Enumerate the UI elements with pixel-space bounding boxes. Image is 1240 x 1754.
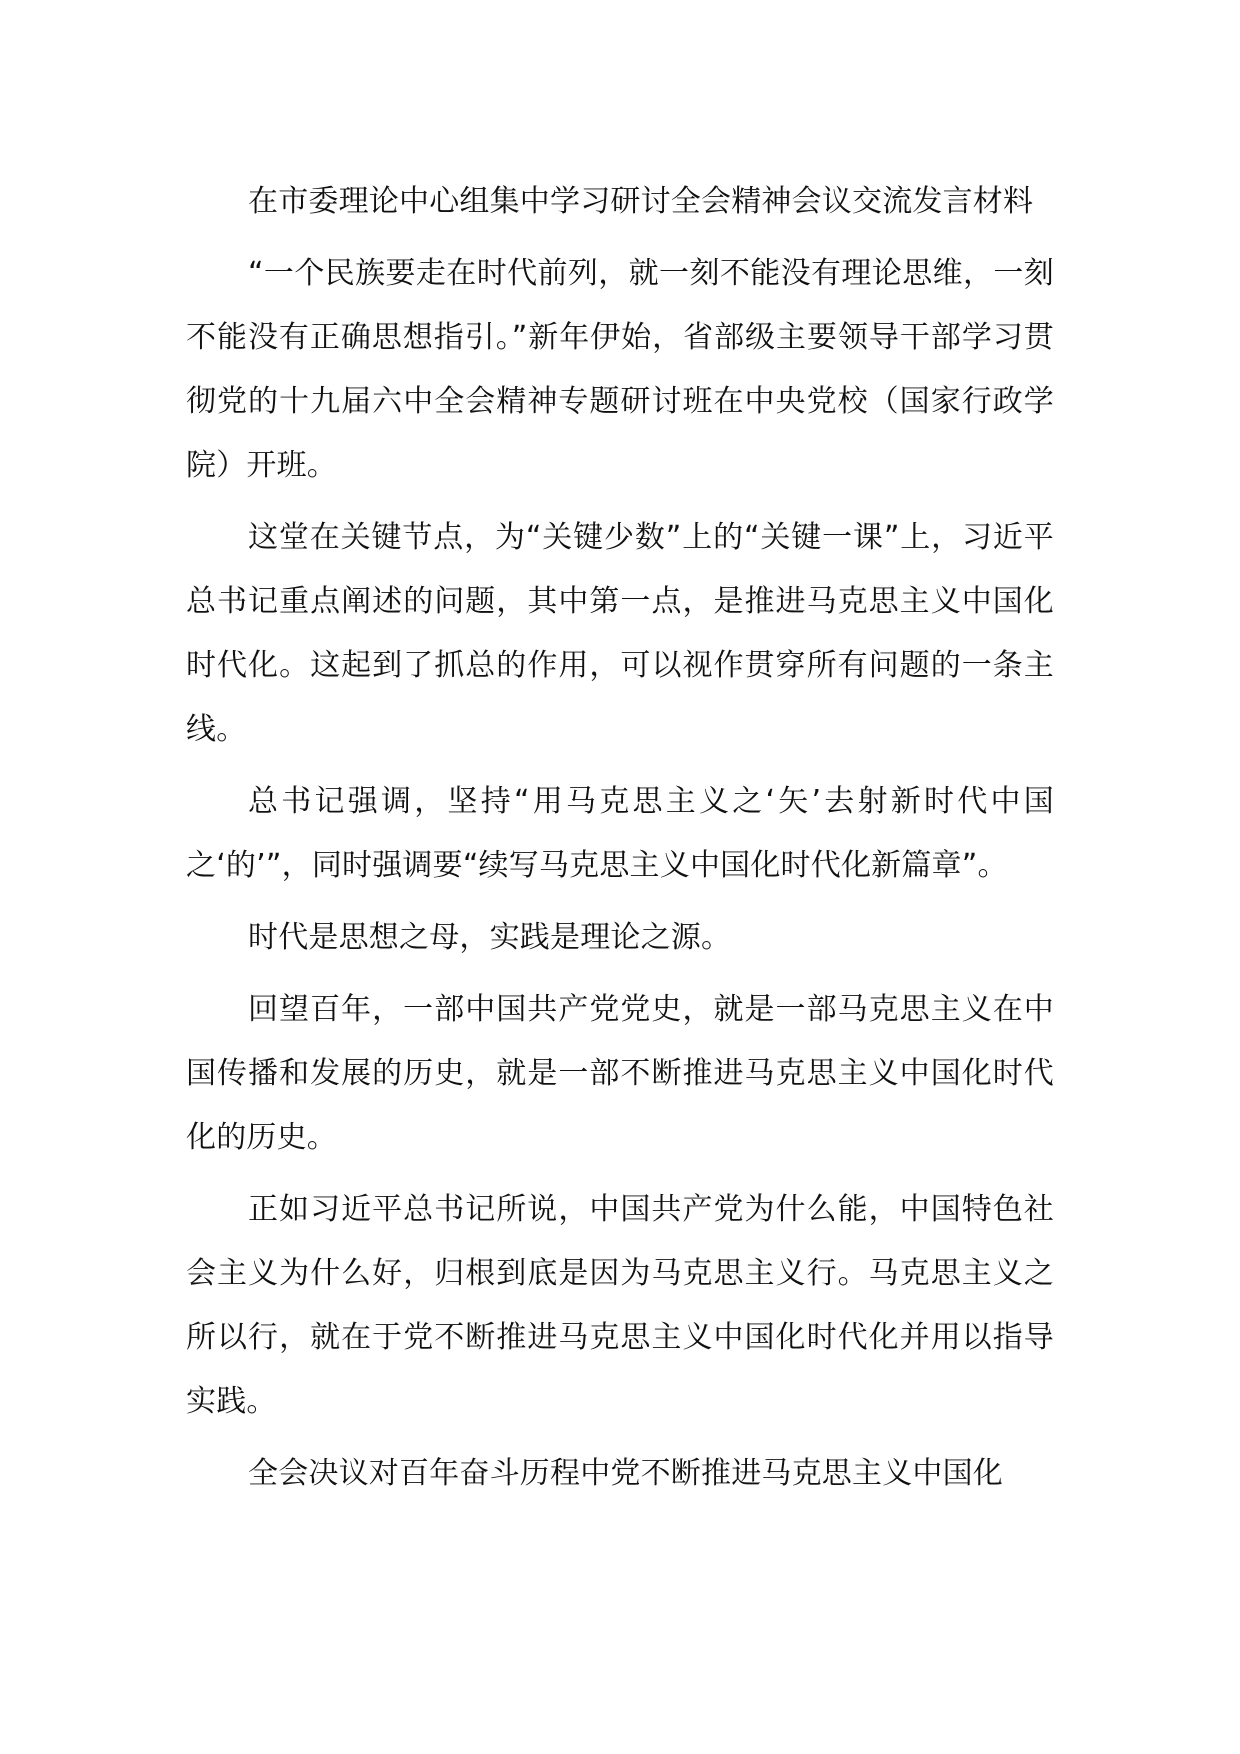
paragraph: 回望百年，一部中国共产党党史，就是一部马克思主义在中国传播和发展的历史，就是一部不断推进马克思主义中国化时代化的历史。 <box>186 992 1054 1155</box>
paragraph: 全会决议对百年奋斗历程中党不断推进马克思主义中国化 <box>248 1456 1003 1491</box>
document-page <box>186 170 1054 1514</box>
document-title: 在市委理论中心组集中学习研讨全会精神会议交流发言材料 <box>248 184 1034 219</box>
paragraph: 正如习近平总书记所说，中国共产党为什么能，中国特色社会主义为什么好，归根到底是因为马克思主义行。马克思主义之所以行，就在于党不断推进马克思主义中国化时代化并用以指导实践。 <box>186 1192 1054 1419</box>
paragraph: 总书记强调，坚持“用马克思主义之‘矢’去射新时代中国之‘的’”，同时强调要“续写马克思主义中国化时代化新篇章”。 <box>186 784 1054 883</box>
paragraph: “一个民族要走在时代前列，就一刻不能没有理论思维，一刻不能没有正确思想指引。”新年伊始，省部级主要领导干部学习贯彻党的十九届六中全会精神专题研讨班在中央党校（国家行政学院）开班。 <box>186 256 1054 483</box>
paragraph: 时代是思想之母，实践是理论之源。 <box>248 920 732 955</box>
paragraph: 这堂在关键节点，为“关键少数”上的“关键一课”上，习近平总书记重点阐述的问题，其中第一点，是推进马克思主义中国化时代化。这起到了抓总的作用，可以视作贯穿所有问题的一条主线。 <box>186 520 1054 747</box>
